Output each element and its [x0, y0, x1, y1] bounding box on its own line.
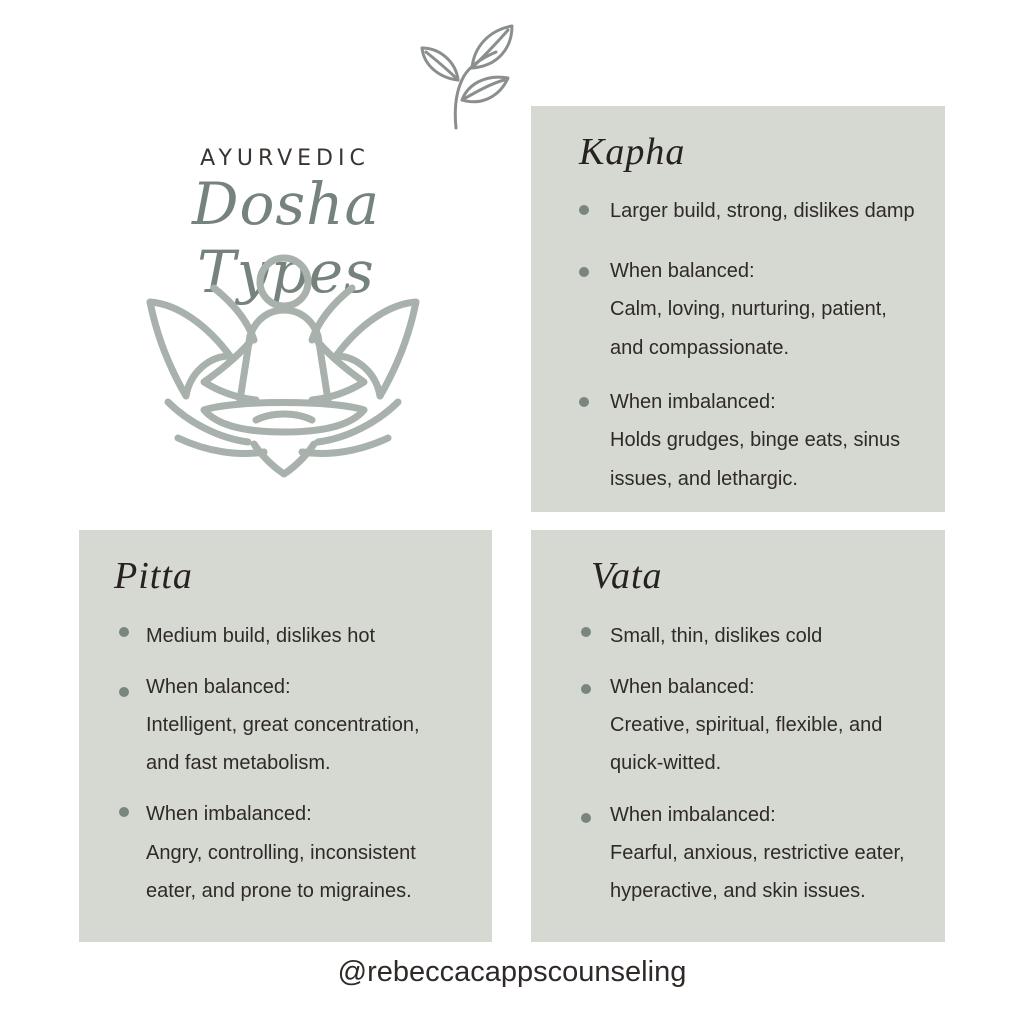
list-item-text: issues, and lethargic. — [610, 468, 798, 490]
list-item-text: Small, thin, dislikes cold — [610, 625, 823, 647]
card-title-vata: Vata — [591, 555, 663, 597]
card-kapha — [531, 106, 945, 512]
list-item-label: When imbalanced: — [610, 391, 776, 413]
list-item-text: Holds grudges, binge eats, sinus — [610, 429, 901, 451]
leaf-sprig-icon — [412, 18, 522, 136]
list-item-text: Medium build, dislikes hot — [146, 625, 375, 647]
list-item-label: When balanced: — [610, 260, 755, 282]
bullet-dot — [119, 627, 129, 637]
bullet-dot — [581, 813, 591, 823]
list-item-text: Larger build, strong, dislikes damp — [610, 200, 915, 222]
card-pitta — [79, 530, 492, 942]
social-handle: @rebeccacappscounseling — [337, 956, 687, 988]
bullet-dot — [581, 627, 591, 637]
bullet-dot — [579, 205, 589, 215]
list-item-label: When imbalanced: — [146, 803, 312, 825]
bullet-dot — [579, 397, 589, 407]
list-item-text: hyperactive, and skin issues. — [610, 880, 866, 902]
list-item-text: eater, and prone to migraines. — [146, 880, 412, 902]
list-item-label: When balanced: — [610, 676, 755, 698]
bullet-dot — [119, 807, 129, 817]
list-item-text: Fearful, anxious, restrictive eater, — [610, 842, 905, 864]
list-item-text: Angry, controlling, inconsistent — [146, 842, 416, 864]
page-title: Dosha Types — [191, 170, 381, 306]
list-item-text: quick-witted. — [610, 752, 722, 774]
card-title-kapha: Kapha — [579, 131, 686, 173]
lotus-meditation-icon — [138, 252, 428, 480]
eyebrow-label: AYURVEDIC — [200, 146, 370, 171]
list-item-text: Creative, spiritual, flexible, and — [610, 714, 883, 736]
card-vata — [531, 530, 945, 942]
list-item-label: When imbalanced: — [610, 804, 776, 826]
card-title-pitta: Pitta — [114, 555, 193, 597]
list-item-text: and fast metabolism. — [146, 752, 331, 774]
bullet-dot — [579, 267, 589, 277]
bullet-dot — [119, 687, 129, 697]
bullet-dot — [581, 684, 591, 694]
list-item-text: Calm, loving, nurturing, patient, — [610, 298, 887, 320]
list-item-label: When balanced: — [146, 676, 291, 698]
list-item-text: and compassionate. — [610, 337, 790, 359]
list-item-text: Intelligent, great concentration, — [146, 714, 420, 736]
